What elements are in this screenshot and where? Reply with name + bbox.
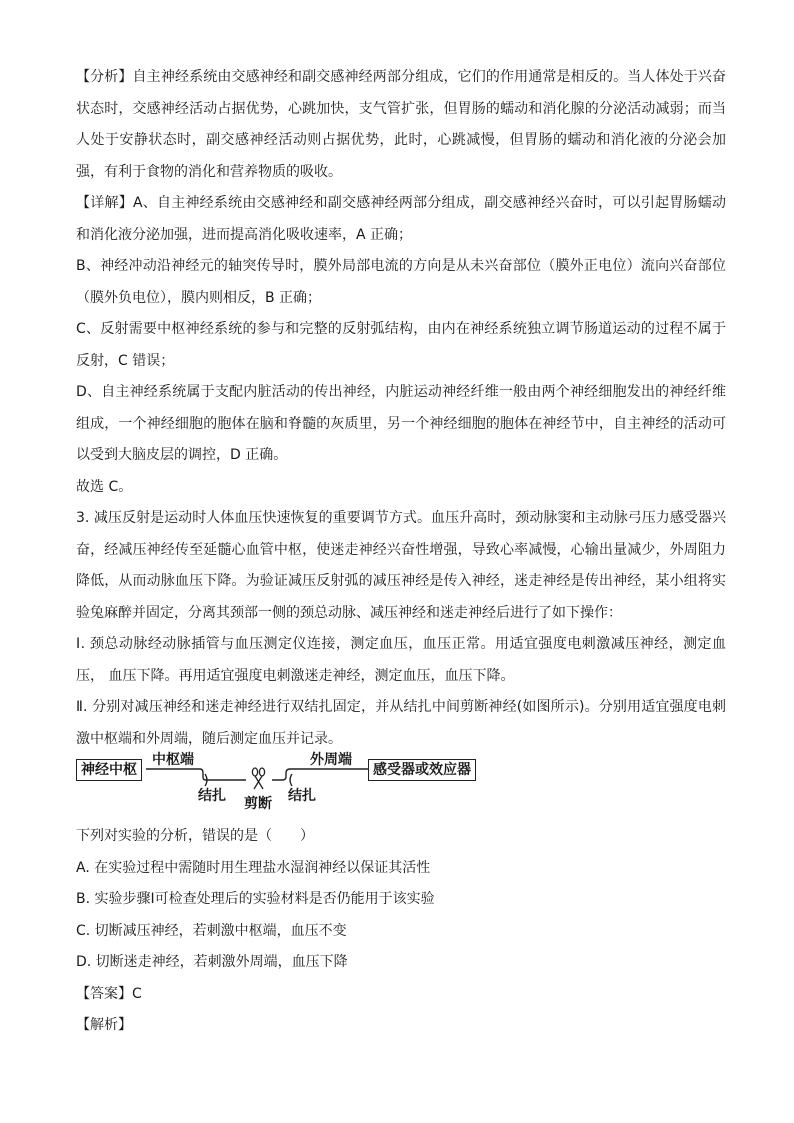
explanation-tag: 【解析】 [76,1017,132,1033]
analysis-paragraph [76,62,726,188]
answer-tag: 【答案】 [76,985,132,1002]
detail-paragraph-c: C、反射需要中枢神经系统的参与和完整的反射弧结构，由内在神经系统独立调节肠道运动的过程不属于反射，C 错误； [76,321,726,369]
detail-tag: 【详解】 [76,195,133,211]
detail-paragraph-b: B、神经冲动沿神经元的轴突传导时，膜外局部电流的方向是从未兴奋部位（膜外正电位）流向兴奋部位（膜外负电位），膜内则相反，B 正确； [76,258,726,306]
scissors-icon [252,768,264,789]
peripheral-end-label: 外周端 [310,752,352,768]
ligation-left-label: 结扎 [198,788,226,804]
central-end-label: 中枢端 [152,752,194,768]
detail-paragraph-d: D、自主神经系统属于支配内脏活动的传出神经，内脏运动神经纤维一般由两个神经细胞发出的神经纤维组成，一个神经细胞的胞体在脑和脊髓的灰质里，另一个神经细胞的胞体在神经节中，自主神经的活动可以受到大脑皮层的调控，D 正确。 [76,384,726,463]
answer-value: C [132,985,142,1002]
option-b: B. 实验步骤Ⅰ可检查处理后的实验材料是否仍能用于该实验 [76,891,435,907]
cut-label: 剪断 [244,796,272,812]
document-body [76,62,726,1042]
question-stem: 3. 减压反射是运动时人体血压快速恢复的重要调节方式。血压升高时，颈动脉窦和主动脉弓压力感受器兴奋，经减压神经传至延髓心血管中枢，使迷走神经兴奋性增强，导致心率减慢，心输出量减少，外周阻力降低，从而动脉血压下降。为验证减压反射弧的减压神经是传入神经，迷走神经是传出神经，某小组将实验兔麻醉并固定，分离其颈部一侧的颈总动脉、减压神经和迷走神经后进行了如下操作： [76,510,726,621]
nerve-diagram [76,752,516,815]
analysis-tag: 【分析】 [76,69,133,85]
detail-choice: 故选 C。 [76,478,133,495]
option-c: C. 切断减压神经，若刺激中枢端，血压不变 [76,922,347,939]
ligation-mark-right [290,774,292,786]
nerve-line-left [146,769,246,780]
answer-line [76,979,726,1011]
receptor-effector-box: 感受器或效应器 [368,759,476,781]
detail-paragraph-a [76,188,726,251]
detail-text-a: A、自主神经系统由交感神经和副交感神经两部分组成，副交感神经兴奋时，可以引起胃肠蠕动和消化液分泌加强，进而提高消化吸收速率，A 正确； [76,195,727,243]
option-d: D. 切断迷走神经，若刺激外周端，血压下降 [76,954,348,970]
option-a: A. 在实验过程中需随时用生理盐水湿润神经以保证其活性 [76,859,431,876]
question-step-2: Ⅱ. 分别对减压神经和迷走神经进行双结扎固定，并从结扎中间剪断神经(如图所示)。分别用适宜强度电刺激中枢端和外周端，随后测定血压并记录。 [76,699,726,747]
question-step-1: Ⅰ. 颈总动脉经动脉插管与血压测定仪连接，测定血压，血压正常。用适宜强度电刺激减压神经，测定血压， 血压下降。再用适宜强度电刺激迷走神经，测定血压，血压下降。 [76,636,726,684]
analysis-text: 自主神经系统由交感神经和副交感神经两部分组成，它们的作用通常是相反的。当人体处于兴奋状态时，交感神经活动占据优势，心跳加快，支气管扩张，但胃肠的蠕动和消化腺的分泌活动减弱；而当人处于安静状态时，副交感神经活动则占据优势，此时，心跳减慢，但胃肠的蠕动和消化液的分泌会加强，有利于食物的消化和营养物质的吸收。 [76,69,727,180]
nerve-line-right [272,769,368,780]
ligation-right-label: 结扎 [288,788,316,804]
question-prompt: 下列对实验的分析，错误的是（ ） [76,828,314,844]
nerve-center-box: 神经中枢 [76,759,142,781]
